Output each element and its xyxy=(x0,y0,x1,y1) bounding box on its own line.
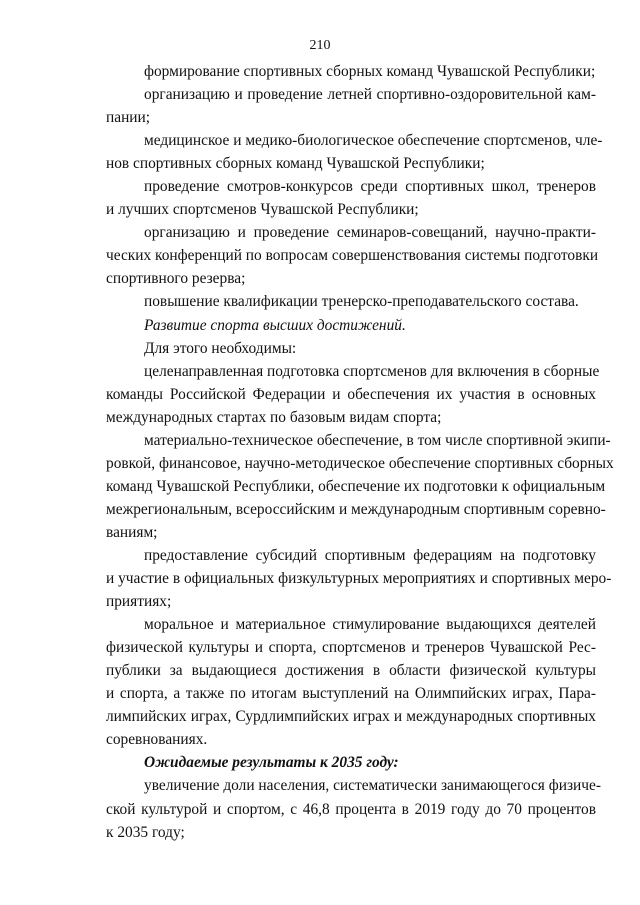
text-line: материально-техническое обеспечение, в том числе спортивной экипи- xyxy=(144,431,611,449)
text-line: команд Чувашской Республики, обеспечение их подготовки к официальным xyxy=(106,477,606,495)
text-line: пании; xyxy=(106,109,151,127)
text-line: моральное и материальное стимулирование выдающихся деятелей xyxy=(144,616,596,634)
text-line: международных стартах по базовым видам спорта; xyxy=(106,408,442,426)
text-line: организацию и проведение летней спортивно-оздоровительной кам- xyxy=(144,86,596,104)
text-line: ровкой, финансовое, научно-методическое обеспечение спортивных сборных xyxy=(106,454,614,472)
page-number: 210 xyxy=(309,38,331,53)
text-line: ческих конференций по вопросам совершенствования системы подготовки xyxy=(106,247,599,265)
text-line: и спорта, а также по итогам выступлений на Олимпийских играх, Пара- xyxy=(106,685,596,703)
text-line: приятиях; xyxy=(106,593,172,611)
text-line: организацию и проведение семинаров-совещаний, научно-практи- xyxy=(144,224,596,242)
text-line: предоставление субсидий спортивным федерациям на подготовку xyxy=(144,546,596,564)
text-line: лимпийских играх, Сурдлимпийских играх и международных спортивных xyxy=(106,708,596,726)
text-line: к 2035 году; xyxy=(106,823,185,841)
text-line: межрегиональным, всероссийским и международным спортивным соревно- xyxy=(106,500,606,518)
text-line: медицинское и медико-биологическое обеспечение спортсменов, чле- xyxy=(144,132,603,150)
text-line: повышение квалификации тренерско-преподавательского состава. xyxy=(144,293,579,311)
text-line: команды Российской Федерации и обеспечения их участия в основных xyxy=(106,385,596,403)
text-line: публики за выдающиеся достижения в области физической культуры xyxy=(106,662,596,680)
text-line: Для этого необходимы: xyxy=(144,339,297,357)
text-line: проведение смотров-конкурсов среди спортивных школ, тренеров xyxy=(144,178,596,196)
section-heading: Ожидаемые результаты к 2035 году: xyxy=(144,754,399,772)
text-line: физической культуры и спорта, спортсменов и тренеров Чувашской Рес- xyxy=(106,639,596,657)
text-line: и участие в официальных физкультурных мероприятиях и спортивных меро- xyxy=(106,570,612,588)
text-line: нов спортивных сборных команд Чувашской Республики; xyxy=(106,155,485,173)
text-line: ской культурой и спортом, с 46,8 процента в 2019 году до 70 процентов xyxy=(106,800,596,818)
text-line: соревнованиях. xyxy=(106,731,208,749)
text-line: целенаправленная подготовка спортсменов для включения в сборные xyxy=(144,362,600,380)
text-line: спортивного резерва; xyxy=(106,270,246,288)
section-heading: Развитие спорта высших достижений. xyxy=(144,316,406,334)
text-line: формирование спортивных сборных команд Чувашской Республики; xyxy=(144,63,596,80)
text-line: ваниям; xyxy=(106,523,158,541)
text-line: увеличение доли населения, систематически занимающегося физиче- xyxy=(144,777,601,795)
body-text xyxy=(106,60,614,844)
text-line: и лучших спортсменов Чувашской Республики; xyxy=(106,201,419,219)
